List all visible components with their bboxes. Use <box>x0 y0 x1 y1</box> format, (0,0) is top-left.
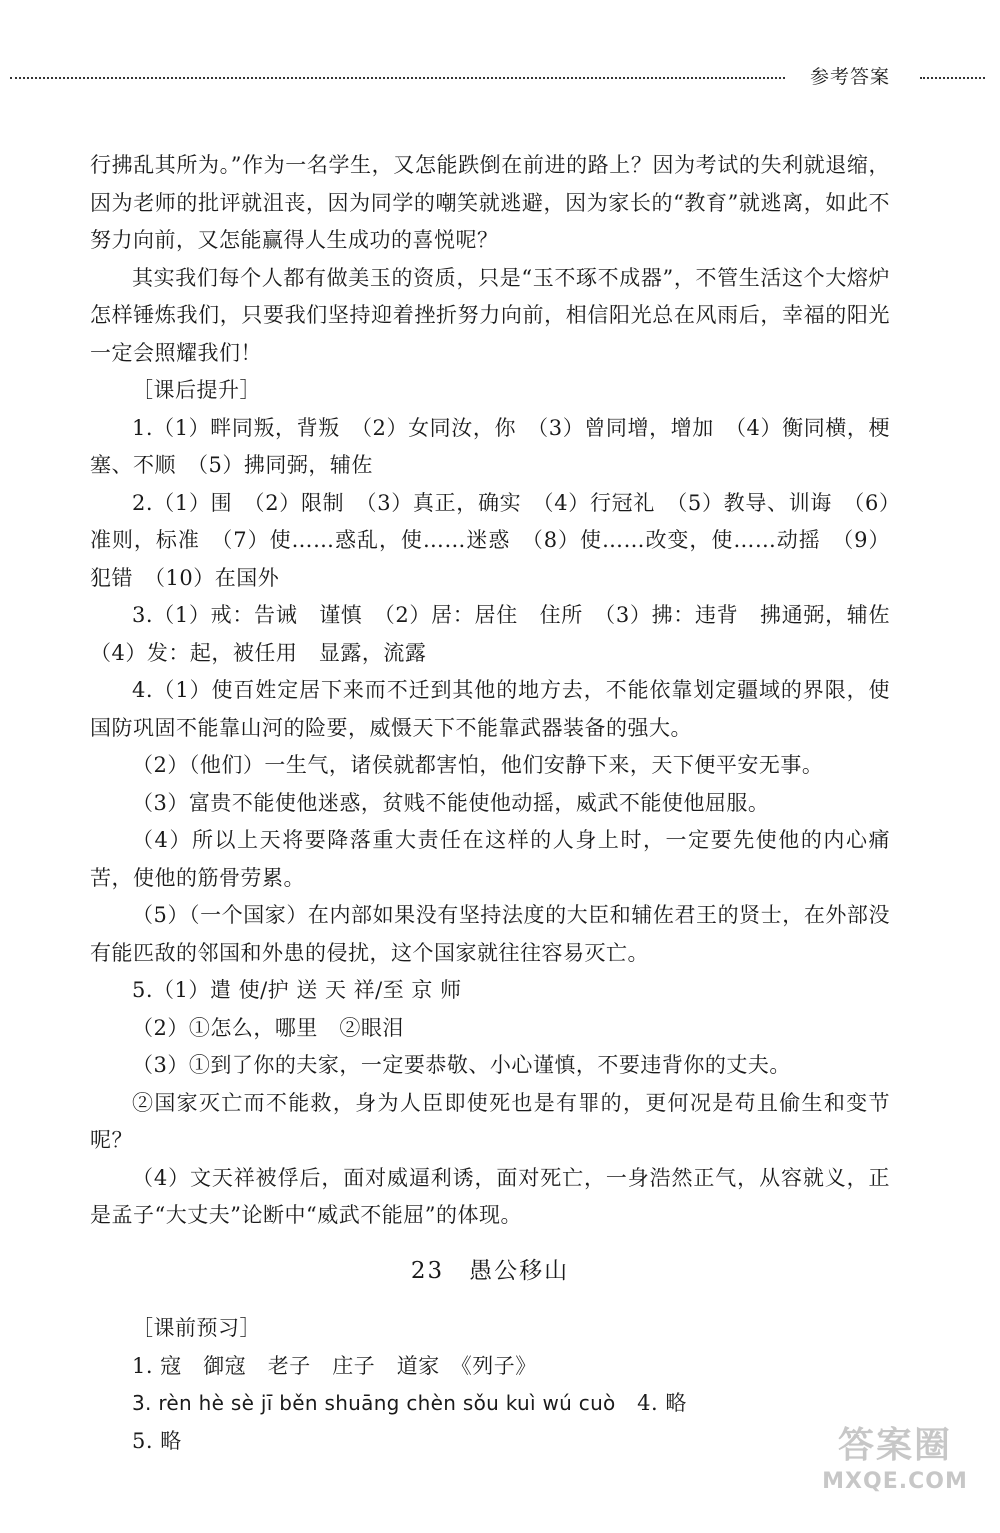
watermark-top-text: 答案圈 <box>837 1425 952 1466</box>
answer-q4-3: （3）富贵不能使他迷惑，贫贱不能使他动摇，威武不能使他屈服。 <box>132 790 770 815</box>
answer-q4-2: （2）（他们）一生气，诸侯就都害怕，他们安静下来，天下便平安无事。 <box>132 753 824 777</box>
preview-q3-q4 <box>90 1385 890 1423</box>
answer-q5-4: （4）文天祥被俘后，面对威逼利诱，面对死亡，一身浩然正气，从容就义，正是孟子“大丈夫”论断中“威武不能屈”的体现。 <box>90 1165 890 1227</box>
header-dotted-rule-left <box>10 77 785 79</box>
answer-q3: 3.（1）戒：告诫 谨慎 （2）居：居住 住所 （3）拂：违背 拂通弼，辅佐 （4）发：起，被任用 显露，流露 <box>90 603 912 665</box>
answer-q5-2: （2）①怎么，哪里 ②眼泪 <box>132 1015 404 1040</box>
answer-q4-4: （4）所以上天将要降落重大责任在这样的人身上时，一定要先使他的内心痛苦，使他的筋骨劳累。 <box>90 828 890 890</box>
preview-q4: 4. 略 <box>637 1391 687 1415</box>
header-dotted-rule-right <box>920 77 985 79</box>
chapter-title: 23 愚公移山 <box>410 1257 570 1284</box>
answer-q5-3b: ②国家灭亡而不能救，身为人臣即使死也是有罪的，更何况是苟且偷生和变节呢？ <box>90 1090 890 1152</box>
preview-q5: 5. 略 <box>132 1428 182 1453</box>
site-watermark-logo <box>820 1423 970 1511</box>
page-header <box>10 62 982 90</box>
section-heading-before-class: ［课前预习］ <box>132 1316 261 1340</box>
answer-q2: 2.（1）围 （2）限制 （3）真正，确实 （4）行冠礼 （5）教导、训诲 （6）准则，标准 （7）使……惑乱，使……迷惑 （8）使……改变，使……动摇 （9）犯错 （10）在国外 <box>90 490 890 590</box>
answer-q4-5: （5）（一个国家）在内部如果没有坚持法度的大臣和辅佐君王的贤士，在外部没有能匹敌的邻国和外患的侵扰，这个国家就往往容易灭亡。 <box>90 903 890 965</box>
preview-q1: 1. 寇 御寇 老子 庄子 道家 《列子》 <box>132 1353 537 1378</box>
section-heading-after-class: ［课后提升］ <box>132 378 261 402</box>
watermark-bottom-text: MXQE.COM <box>822 1469 968 1494</box>
answer-q5-3: （3）①到了你的夫家，一定要恭敬、小心谨慎，不要违背你的丈夫。 <box>132 1053 791 1077</box>
paragraph-conclusion: 其实我们每个人都有做美玉的资质，只是“玉不琢不成器”，不管生活这个大熔炉怎样锤炼我们，只要我们坚持迎着挫折努力向前，相信阳光总在风雨后，幸福的阳光一定会照耀我们！ <box>90 265 890 365</box>
answer-q4-1: 4.（1）使百姓定居下来而不迁到其他的地方去，不能依靠划定疆域的界限，使国防巩固不能靠山河的险要，威慑天下不能靠武器装备的强大。 <box>90 678 890 740</box>
header-title: 参考答案 <box>810 66 891 88</box>
preview-q3-pinyin: 3. rèn hè sè jī běn shuāng chèn sǒu kuì wú cuò <box>132 1391 616 1415</box>
paragraph-continuation: 行拂乱其所为。”作为一名学生，又怎能跌倒在前进的路上？因为考试的失利就退缩，因为老师的批评就沮丧，因为同学的嘲笑就逃避，因为家长的“教育”就逃离，如此不努力向前，又怎能赢得人生成功的喜悦呢？ <box>90 153 890 252</box>
answer-q1: 1.（1）畔同叛，背叛 （2）女同汝，你 （3）曾同增，增加 （4）衡同横，梗塞、不顺 （5）拂同弼，辅佐 <box>90 415 890 477</box>
answer-q5-1: 5.（1）遣 使/护 送 天 祥/至 京 师 <box>132 978 462 1002</box>
